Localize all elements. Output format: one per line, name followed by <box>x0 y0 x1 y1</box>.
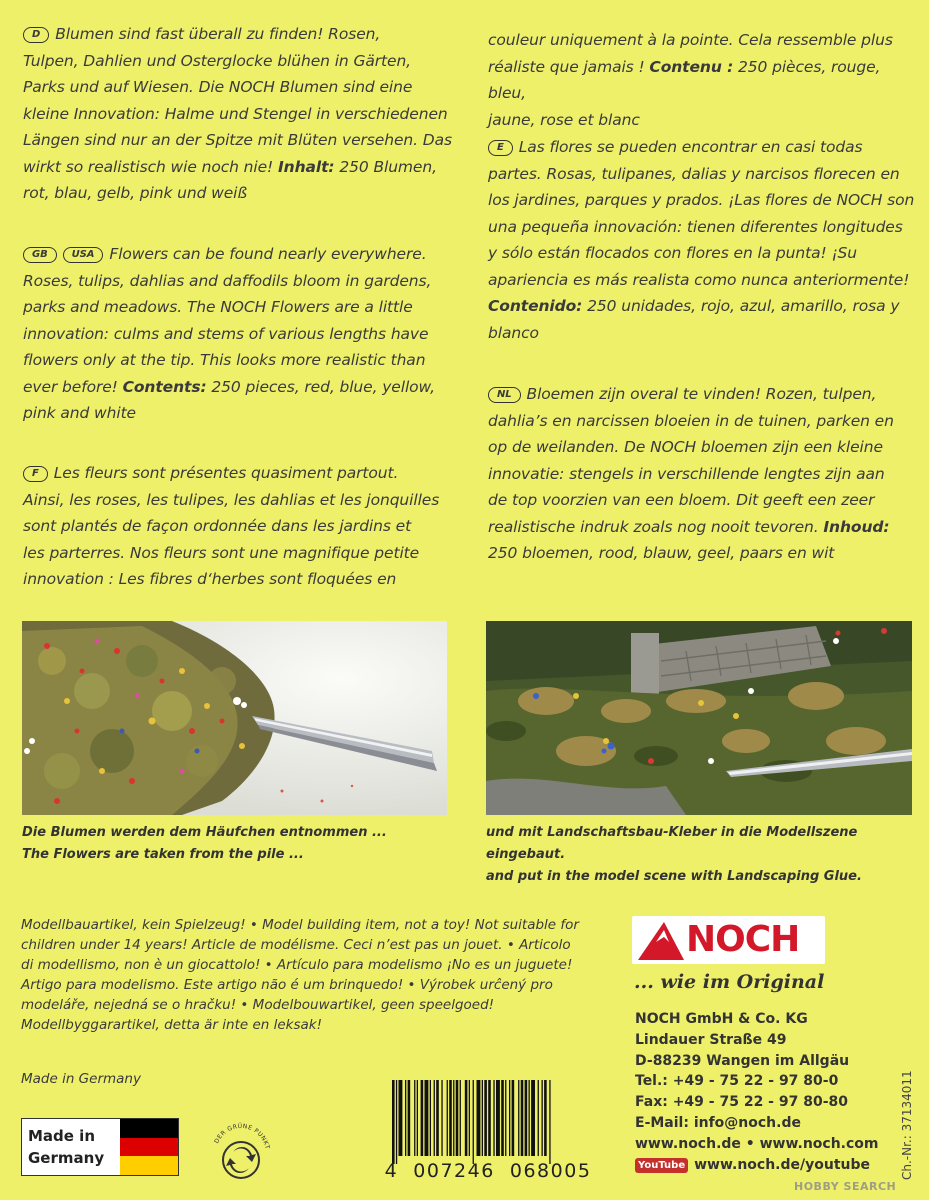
safety-warning <box>21 915 621 1035</box>
warning-line: Artigo para modelismo. Este artigo não é um brinquedo! • Výrobek urĉený pro <box>21 977 553 993</box>
barcode-bar <box>392 1080 395 1164</box>
watermark: HOBBY SEARCH <box>794 1180 897 1193</box>
text-line: 250 Blumen, <box>334 157 437 176</box>
text-line: op de weilanden. De NOCH bloemen zijn een kleine <box>488 438 883 456</box>
language-badge-gb: GB <box>23 247 57 263</box>
text-line: 250 pièces, rouge, bleu, <box>488 57 881 102</box>
language-badge-f: F <box>23 466 48 482</box>
flag-label: Germany <box>28 1149 105 1167</box>
text-line: wirkt so realistisch wie noch nie! <box>23 157 278 176</box>
language-badge-nl: NL <box>488 387 521 403</box>
text-line: los jardines, parques y prados. ¡Las flores de NOCH son <box>488 191 915 209</box>
made-in-germany-badge <box>21 1118 179 1176</box>
text-line: Längen sind nur an der Spitze mit Blüten versehen. Das <box>23 131 452 149</box>
barcode-bar <box>531 1080 535 1156</box>
barcode-bar <box>425 1080 429 1156</box>
text-line: réaliste que jamais ! <box>488 57 650 76</box>
barcode-bar <box>549 1080 550 1164</box>
contents-label: Inhalt: <box>277 157 335 176</box>
flag-label: Made in <box>28 1127 96 1145</box>
text-line: Roses, tulips, dahlias and daffodils bloom in gardens, <box>23 271 432 290</box>
svg-text:DER GRÜNE PUNKT <box>213 1123 271 1150</box>
text-line: kleine Innovation: Halme und Stengel in verschiedenen <box>23 104 448 123</box>
barcode-bar <box>509 1080 510 1156</box>
text-line: innovation: culms and stems of various lengths have <box>23 324 429 343</box>
barcode-bar <box>469 1080 470 1156</box>
company-street: Lindauer Straße 49 <box>635 1031 787 1048</box>
text-line: dahlia’s en narcissen bloeien in de tuinen, parken en <box>488 411 894 430</box>
model-scene-photo <box>486 621 912 815</box>
left-photo-caption <box>22 822 387 866</box>
text-line: Bloemen zijn overal te vinden! Rozen, tulpen, <box>526 385 877 403</box>
text-line: innovatie: stengels in verschillende lengtes zijn aan <box>488 464 885 483</box>
barcode-bar <box>542 1080 543 1156</box>
text-line: 250 pieces, red, blue, yellow, <box>206 377 435 396</box>
contents-label: Inhoud: <box>823 517 890 536</box>
barcode-bar <box>430 1080 431 1156</box>
language-badge-e: E <box>488 140 513 156</box>
barcode-bar <box>538 1080 539 1156</box>
company-address <box>635 1009 879 1175</box>
barcode-bar <box>473 1080 474 1164</box>
text-line: apariencia es más realista como nunca anteriormente! <box>488 270 910 289</box>
text-line: Flowers can be found nearly everywhere. <box>109 245 427 263</box>
text-line: blanco <box>488 323 539 342</box>
barcode-bar <box>525 1080 528 1156</box>
warning-line: children under 14 years! Article de modélisme. Ceci n’est pas un jouet. • Articolo <box>21 937 571 953</box>
caption-line: eingebaut. <box>486 847 566 862</box>
barcode-bar <box>408 1080 411 1156</box>
contents-label: Contenido: <box>488 297 583 315</box>
warning-line: di modellismo, non è un giocattolo! • Artículo para modelismo ¡No es un juguete! <box>21 957 573 973</box>
dutch-text-block <box>488 381 918 567</box>
barcode-bar <box>460 1080 461 1156</box>
barcode <box>386 1080 604 1184</box>
barcode-bar <box>399 1080 403 1156</box>
noch-mountain-icon <box>636 920 686 960</box>
noch-tagline: ... wie im Original <box>634 971 825 993</box>
barcode-number: 4 007246 068005 <box>384 1160 592 1182</box>
noch-logo <box>632 916 832 996</box>
text-line: pink and white <box>23 404 136 422</box>
text-line: 250 bloemen, rood, blauw, geel, paars en wit <box>488 544 835 562</box>
barcode-bar <box>434 1080 435 1156</box>
flower-pile-photo <box>22 621 447 815</box>
barcode-bar <box>456 1080 459 1156</box>
barcode-bar <box>447 1080 448 1156</box>
made-in-germany-text: Made in Germany <box>21 1071 141 1087</box>
text-line: de top voorzien van een bloem. Dit geeft een zeer <box>488 491 875 509</box>
text-line: jaune, rose et blanc <box>488 110 640 129</box>
contents-label: Contents: <box>122 377 207 396</box>
text-line: couleur uniquement à la pointe. Cela ressemble plus <box>488 31 893 49</box>
barcode-bar <box>518 1080 519 1156</box>
barcode-bar <box>405 1080 406 1156</box>
right-photo-caption <box>486 822 862 888</box>
green-dot-label: DER GRÜNE PUNKT <box>213 1122 271 1151</box>
german-flag-icon <box>120 1119 178 1175</box>
barcode-bar <box>453 1080 454 1156</box>
text-line: les parterres. Nos fleurs sont une magnifique petite <box>23 543 420 562</box>
barcode-bar <box>421 1080 424 1156</box>
barcode-bar <box>477 1080 481 1156</box>
caption-line: The Flowers are taken from the pile ... <box>22 847 304 862</box>
barcode-bars <box>386 1080 604 1164</box>
company-email: E-Mail: info@noch.de <box>635 1114 801 1131</box>
french-text-continued <box>488 27 908 133</box>
text-line: y sólo están flocados con flores en la punta! ¡Su <box>488 244 858 262</box>
barcode-bar <box>417 1080 418 1156</box>
barcode-bar <box>544 1080 547 1156</box>
text-line: realistische indruk zoals nog nooit tevoren. <box>488 517 824 536</box>
green-dot-recycling-icon <box>206 1118 276 1188</box>
barcode-bar <box>505 1080 506 1156</box>
barcode-bar <box>512 1080 515 1156</box>
model-scene-illustration <box>486 621 912 815</box>
caption-line: and put in the model scene with Landscaping Glue. <box>486 869 862 884</box>
company-phone: Tel.: +49 - 75 22 - 97 80-0 <box>635 1073 839 1090</box>
company-website: www.noch.de • www.noch.com <box>635 1135 879 1152</box>
barcode-bar <box>521 1080 524 1156</box>
english-text-block <box>23 241 463 427</box>
barcode-bar <box>414 1080 415 1156</box>
language-badge-usa: USA <box>63 247 104 263</box>
french-text-block <box>23 460 463 593</box>
text-line: ever before! <box>23 377 123 396</box>
contents-label: Contenu : <box>649 57 734 76</box>
barcode-bar <box>441 1080 442 1156</box>
german-text-block <box>23 21 463 207</box>
barcode-bar <box>529 1080 530 1156</box>
text-line: Las flores se pueden encontrar en casi todas <box>518 138 863 156</box>
text-line: una pequeña innovación: tienen diferentes longitudes <box>488 217 903 236</box>
youtube-link: www.noch.de/youtube <box>694 1156 871 1173</box>
text-line: flowers only at the tip. This looks more realistic than <box>23 351 426 369</box>
text-line: Ainsi, les roses, les tulipes, les dahlias et les jonquilles <box>23 490 440 509</box>
text-line: Tulpen, Dahlien und Osterglocke blühen in Gärten, <box>23 51 411 70</box>
barcode-bar <box>449 1080 452 1156</box>
barcode-bar <box>465 1080 468 1156</box>
text-line: parks and meadows. The NOCH Flowers are a little <box>23 298 413 316</box>
flower-pile-illustration <box>22 621 447 815</box>
warning-line: Modellbyggarartikel, detta är inte en leksak! <box>21 1017 323 1033</box>
language-badge-de: D <box>23 27 49 43</box>
company-name: NOCH GmbH & Co. KG <box>635 1011 808 1027</box>
barcode-bar <box>482 1080 483 1156</box>
text-line: Les fleurs sont présentes quasiment partout. <box>53 464 399 482</box>
barcode-bar <box>488 1080 491 1156</box>
noch-brand-name: NOCH <box>686 919 800 960</box>
barcode-bar <box>484 1080 487 1156</box>
article-number: Ch.-Nr.: 37134011 <box>900 1070 914 1180</box>
text-line: rot, blau, gelb, pink und weiß <box>23 184 248 202</box>
barcode-bar <box>396 1080 397 1164</box>
spanish-text-block <box>488 134 918 346</box>
barcode-bar <box>493 1080 494 1156</box>
company-city: D-88239 Wangen im Allgäu <box>635 1052 850 1069</box>
barcode-bar <box>436 1080 439 1156</box>
text-line: Parks und auf Wiesen. Die NOCH Blumen sind eine <box>23 78 413 96</box>
text-line: sont plantés de façon ordonnée dans les jardins et <box>23 517 412 535</box>
text-line: partes. Rosas, tulipanes, dalias y narcisos florecen en <box>488 164 900 183</box>
company-fax: Fax: +49 - 75 22 - 97 80-80 <box>635 1094 848 1111</box>
text-line: Blumen sind fast überall zu finden! Rosen, <box>55 25 381 43</box>
text-line: 250 unidades, rojo, azul, amarillo, rosa y <box>582 297 900 315</box>
warning-line: modeláře, nejedná se o hračku! • Modelbouwartikel, geen speelgoed! <box>21 997 495 1013</box>
barcode-bar <box>501 1080 504 1156</box>
text-line: innovation : Les fibres d‘herbes sont floquées en <box>23 570 397 588</box>
warning-line: Modellbauartikel, kein Spielzeug! • Model building item, not a toy! Not suitable for <box>21 917 579 933</box>
youtube-icon: YouTube <box>635 1158 688 1173</box>
caption-line: und mit Landschaftsbau-Kleber in die Modellszene <box>486 825 858 840</box>
barcode-bar <box>496 1080 500 1156</box>
caption-line: Die Blumen werden dem Häufchen entnommen ... <box>22 825 387 840</box>
